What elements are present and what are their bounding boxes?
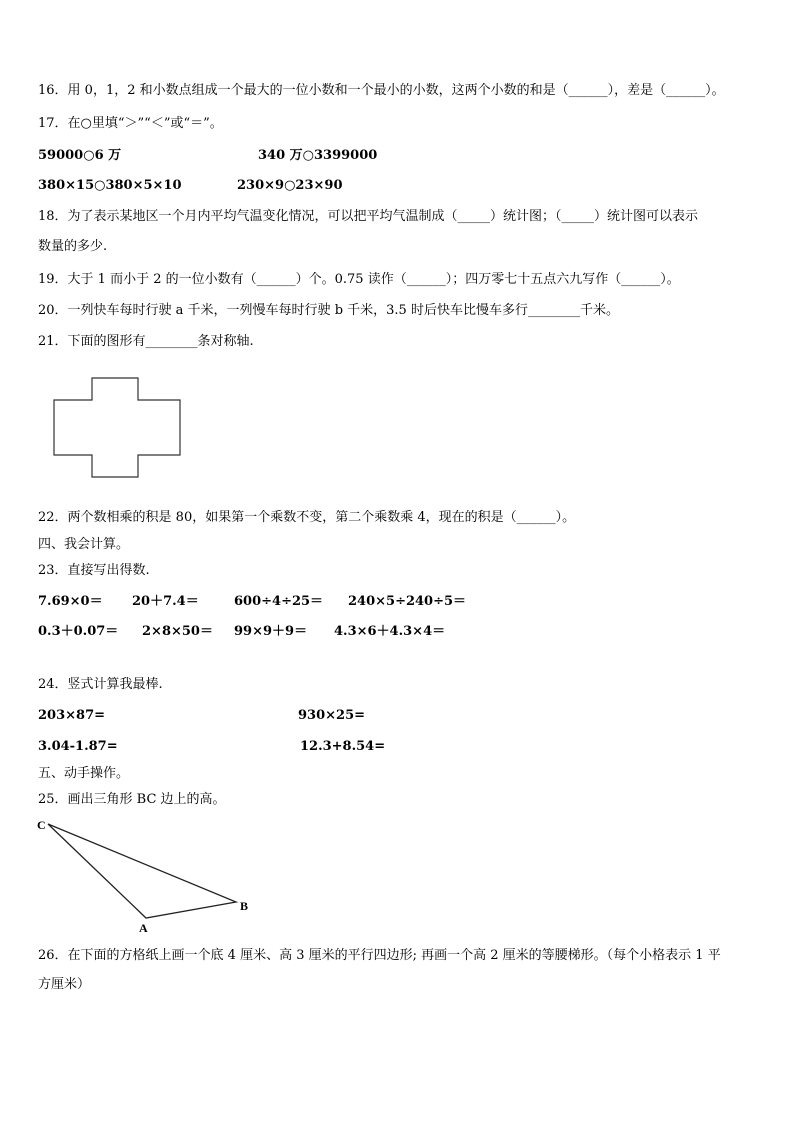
question-19: 19．大于 1 而小于 2 的一位小数有（______）个。0.75 读作（______）；四万零七十五点六九写作（______）。 xyxy=(38,272,680,287)
vertex-label-b: B xyxy=(240,899,249,913)
question-23: 23．直接写出得数. xyxy=(38,563,150,578)
calc-item: 4.3×6＋4.3×4＝ xyxy=(334,624,446,639)
question-18-line-2: 数量的多少. xyxy=(38,239,108,254)
section-4-heading: 四、我会计算。 xyxy=(38,537,130,552)
question-26-line-1: 26．在下面的方格纸上画一个底 4 厘米、高 3 厘米的平行四边形; 再画一个高 2 厘米的等腰梯形。（每个小格表示 1 平 xyxy=(38,948,721,963)
question-26-line-2: 方厘米） xyxy=(38,977,91,992)
calc-item: 99×9＋9＝ xyxy=(234,624,308,639)
vertical-calc-item: 930×25= xyxy=(298,708,366,723)
question-16: 16．用 0，1，2 和小数点组成一个最大的一位小数和一个最小的小数，这两个小数的和是（______），差是（______）。 xyxy=(38,83,725,98)
question-21: 21．下面的图形有________条对称轴. xyxy=(38,334,254,349)
vertical-calc-item: 3.04-1.87= xyxy=(38,739,118,754)
vertical-calc-item: 12.3+8.54= xyxy=(300,739,386,754)
question-24: 24．竖式计算我最棒. xyxy=(38,677,163,692)
vertical-calc-item: 203×87= xyxy=(38,708,106,723)
vertex-label-a: A xyxy=(139,921,148,935)
question-18-line-1: 18．为了表示某地区一个月内平均气温变化情况，可以把平均气温制成（_____）统计图；（_____）统计图可以表示 xyxy=(38,209,699,224)
section-5-heading: 五、动手操作。 xyxy=(38,766,130,781)
vertex-label-c: C xyxy=(37,818,46,832)
calc-item: 600÷4÷25＝ xyxy=(234,594,324,609)
cross-shape-figure xyxy=(52,377,182,479)
question-22: 22．两个数相乘的积是 80，如果第一个乘数不变，第二个乘数乘 4，现在的积是（______）。 xyxy=(38,510,576,525)
calc-item: 20＋7.4＝ xyxy=(132,594,199,609)
question-17: 17．在○里填“＞”“＜”或“＝”。 xyxy=(38,116,223,131)
question-20: 20．一列快车每时行驶 a 千米，一列慢车每时行驶 b 千米，3.5 时后快车比慢车多行________千米。 xyxy=(38,303,619,318)
question-25: 25．画出三角形 BC 边上的高。 xyxy=(38,792,226,807)
compare-item-4: 230×9○23×90 xyxy=(237,178,343,193)
compare-item-1: 59000○6 万 xyxy=(38,148,122,163)
compare-item-3: 380×15○380×5×10 xyxy=(38,178,182,193)
calc-item: 0.3＋0.07＝ xyxy=(38,624,119,639)
calc-item: 2×8×50＝ xyxy=(142,624,213,639)
calc-item: 240×5÷240÷5＝ xyxy=(348,594,467,609)
compare-item-2: 340 万○3399000 xyxy=(258,148,378,163)
triangle-abc-figure xyxy=(34,814,264,936)
calc-item: 7.69×0＝ xyxy=(38,594,103,609)
